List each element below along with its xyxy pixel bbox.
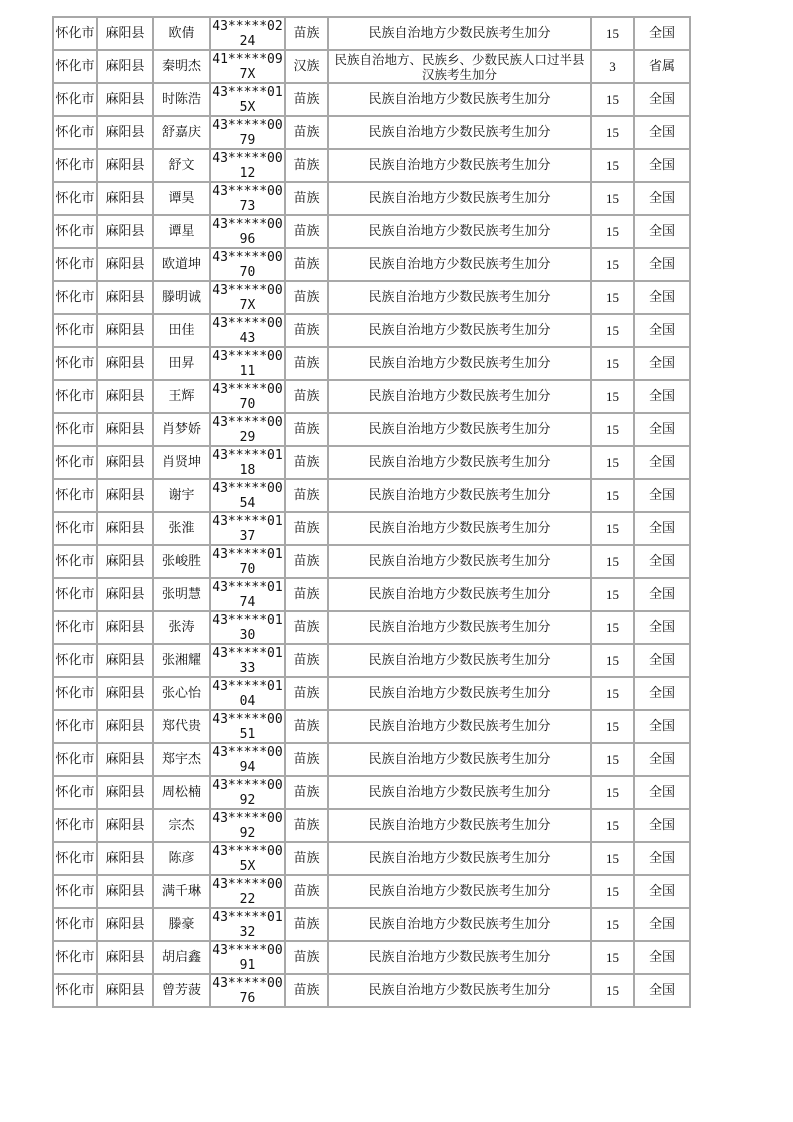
scope-cell: 全国 — [634, 809, 690, 842]
name-cell: 张涛 — [153, 611, 210, 644]
city-cell: 怀化市 — [53, 974, 97, 1007]
county-cell: 麻阳县 — [97, 215, 153, 248]
table-row — [53, 875, 690, 908]
city-cell: 怀化市 — [53, 182, 97, 215]
bonus-score-cell: 15 — [591, 479, 634, 512]
table-row — [53, 413, 690, 446]
bonus-reason-cell: 民族自治地方少数民族考生加分 — [328, 842, 591, 875]
table-body — [53, 17, 690, 1007]
ethnicity-cell: 苗族 — [285, 545, 328, 578]
bonus-score-cell: 15 — [591, 743, 634, 776]
bonus-score-cell: 15 — [591, 875, 634, 908]
ethnicity-cell: 苗族 — [285, 644, 328, 677]
bonus-score-cell: 15 — [591, 512, 634, 545]
id-number-cell: 43*****0170 — [210, 545, 285, 578]
id-number-cell: 43*****0092 — [210, 776, 285, 809]
id-number-cell: 43*****0011 — [210, 347, 285, 380]
county-cell: 麻阳县 — [97, 314, 153, 347]
id-number-cell: 43*****0022 — [210, 875, 285, 908]
id-number-cell: 43*****0137 — [210, 512, 285, 545]
county-cell: 麻阳县 — [97, 248, 153, 281]
county-cell: 麻阳县 — [97, 710, 153, 743]
city-cell: 怀化市 — [53, 380, 97, 413]
city-cell: 怀化市 — [53, 83, 97, 116]
city-cell: 怀化市 — [53, 50, 97, 83]
city-cell: 怀化市 — [53, 479, 97, 512]
table-row — [53, 974, 690, 1007]
bonus-reason-cell: 民族自治地方少数民族考生加分 — [328, 974, 591, 1007]
bonus-reason-cell: 民族自治地方少数民族考生加分 — [328, 347, 591, 380]
scope-cell: 全国 — [634, 611, 690, 644]
bonus-reason-cell: 民族自治地方少数民族考生加分 — [328, 17, 591, 50]
county-cell: 麻阳县 — [97, 50, 153, 83]
city-cell: 怀化市 — [53, 545, 97, 578]
scope-cell: 全国 — [634, 149, 690, 182]
ethnicity-cell: 苗族 — [285, 149, 328, 182]
name-cell: 滕明诚 — [153, 281, 210, 314]
ethnicity-cell: 苗族 — [285, 875, 328, 908]
city-cell: 怀化市 — [53, 842, 97, 875]
county-cell: 麻阳县 — [97, 743, 153, 776]
id-number-cell: 43*****0043 — [210, 314, 285, 347]
name-cell: 张湘耀 — [153, 644, 210, 677]
name-cell: 郑代贵 — [153, 710, 210, 743]
scope-cell: 全国 — [634, 776, 690, 809]
city-cell: 怀化市 — [53, 710, 97, 743]
county-cell: 麻阳县 — [97, 116, 153, 149]
ethnicity-cell: 苗族 — [285, 941, 328, 974]
scope-cell: 全国 — [634, 215, 690, 248]
name-cell: 肖贤坤 — [153, 446, 210, 479]
scope-cell: 全国 — [634, 281, 690, 314]
bonus-score-cell: 15 — [591, 215, 634, 248]
name-cell: 谭星 — [153, 215, 210, 248]
bonus-reason-cell: 民族自治地方少数民族考生加分 — [328, 545, 591, 578]
bonus-score-cell: 15 — [591, 677, 634, 710]
scope-cell: 全国 — [634, 479, 690, 512]
county-cell: 麻阳县 — [97, 545, 153, 578]
ethnicity-cell: 苗族 — [285, 215, 328, 248]
bonus-reason-cell: 民族自治地方少数民族考生加分 — [328, 479, 591, 512]
name-cell: 张淮 — [153, 512, 210, 545]
scope-cell: 省属 — [634, 50, 690, 83]
bonus-reason-cell: 民族自治地方少数民族考生加分 — [328, 776, 591, 809]
county-cell: 麻阳县 — [97, 182, 153, 215]
scope-cell: 全国 — [634, 545, 690, 578]
bonus-score-cell: 15 — [591, 182, 634, 215]
city-cell: 怀化市 — [53, 809, 97, 842]
ethnicity-cell: 苗族 — [285, 281, 328, 314]
table-row — [53, 446, 690, 479]
ethnicity-cell: 汉族 — [285, 50, 328, 83]
id-number-cell: 43*****0104 — [210, 677, 285, 710]
scope-cell: 全国 — [634, 182, 690, 215]
bonus-score-cell: 15 — [591, 116, 634, 149]
city-cell: 怀化市 — [53, 446, 97, 479]
county-cell: 麻阳县 — [97, 776, 153, 809]
county-cell: 麻阳县 — [97, 83, 153, 116]
name-cell: 王辉 — [153, 380, 210, 413]
name-cell: 欧道坤 — [153, 248, 210, 281]
table-row — [53, 611, 690, 644]
table-row — [53, 17, 690, 50]
id-number-cell: 43*****005X — [210, 842, 285, 875]
table-row — [53, 347, 690, 380]
bonus-reason-cell: 民族自治地方少数民族考生加分 — [328, 677, 591, 710]
city-cell: 怀化市 — [53, 314, 97, 347]
scope-cell: 全国 — [634, 116, 690, 149]
id-number-cell: 43*****015X — [210, 83, 285, 116]
ethnicity-cell: 苗族 — [285, 677, 328, 710]
bonus-reason-cell: 民族自治地方少数民族考生加分 — [328, 611, 591, 644]
bonus-reason-cell: 民族自治地方少数民族考生加分 — [328, 248, 591, 281]
county-cell: 麻阳县 — [97, 380, 153, 413]
ethnicity-cell: 苗族 — [285, 380, 328, 413]
table-row — [53, 578, 690, 611]
table-row — [53, 248, 690, 281]
ethnicity-cell: 苗族 — [285, 413, 328, 446]
id-number-cell: 43*****0076 — [210, 974, 285, 1007]
bonus-score-cell: 15 — [591, 347, 634, 380]
ethnicity-cell: 苗族 — [285, 17, 328, 50]
ethnicity-cell: 苗族 — [285, 314, 328, 347]
bonus-score-cell: 15 — [591, 941, 634, 974]
ethnicity-cell: 苗族 — [285, 842, 328, 875]
table-row — [53, 809, 690, 842]
ethnicity-cell: 苗族 — [285, 83, 328, 116]
city-cell: 怀化市 — [53, 776, 97, 809]
county-cell: 麻阳县 — [97, 17, 153, 50]
table-row — [53, 512, 690, 545]
city-cell: 怀化市 — [53, 743, 97, 776]
scope-cell: 全国 — [634, 413, 690, 446]
name-cell: 田昇 — [153, 347, 210, 380]
name-cell: 曾芳菠 — [153, 974, 210, 1007]
table-row — [53, 149, 690, 182]
bonus-score-cell: 15 — [591, 545, 634, 578]
id-number-cell: 43*****007X — [210, 281, 285, 314]
name-cell: 张心怡 — [153, 677, 210, 710]
name-cell: 周松楠 — [153, 776, 210, 809]
scope-cell: 全国 — [634, 644, 690, 677]
bonus-score-cell: 15 — [591, 974, 634, 1007]
city-cell: 怀化市 — [53, 875, 97, 908]
id-number-cell: 43*****0012 — [210, 149, 285, 182]
name-cell: 舒文 — [153, 149, 210, 182]
name-cell: 欧倩 — [153, 17, 210, 50]
table-row — [53, 776, 690, 809]
id-number-cell: 43*****0079 — [210, 116, 285, 149]
ethnicity-cell: 苗族 — [285, 611, 328, 644]
ethnicity-cell: 苗族 — [285, 512, 328, 545]
scope-cell: 全国 — [634, 743, 690, 776]
city-cell: 怀化市 — [53, 248, 97, 281]
bonus-score-cell: 15 — [591, 149, 634, 182]
scope-cell: 全国 — [634, 578, 690, 611]
county-cell: 麻阳县 — [97, 446, 153, 479]
bonus-reason-cell: 民族自治地方少数民族考生加分 — [328, 314, 591, 347]
scope-cell: 全国 — [634, 974, 690, 1007]
name-cell: 谭昊 — [153, 182, 210, 215]
bonus-reason-cell: 民族自治地方少数民族考生加分 — [328, 644, 591, 677]
name-cell: 舒嘉庆 — [153, 116, 210, 149]
county-cell: 麻阳县 — [97, 677, 153, 710]
ethnicity-cell: 苗族 — [285, 347, 328, 380]
bonus-points-table — [52, 16, 691, 1008]
bonus-reason-cell: 民族自治地方少数民族考生加分 — [328, 578, 591, 611]
city-cell: 怀化市 — [53, 578, 97, 611]
bonus-score-cell: 15 — [591, 314, 634, 347]
name-cell: 谢宇 — [153, 479, 210, 512]
bonus-score-cell: 15 — [591, 842, 634, 875]
city-cell: 怀化市 — [53, 908, 97, 941]
city-cell: 怀化市 — [53, 347, 97, 380]
scope-cell: 全国 — [634, 83, 690, 116]
bonus-reason-cell: 民族自治地方少数民族考生加分 — [328, 875, 591, 908]
id-number-cell: 43*****0070 — [210, 380, 285, 413]
bonus-reason-cell: 民族自治地方少数民族考生加分 — [328, 809, 591, 842]
ethnicity-cell: 苗族 — [285, 479, 328, 512]
county-cell: 麻阳县 — [97, 347, 153, 380]
id-number-cell: 43*****0224 — [210, 17, 285, 50]
county-cell: 麻阳县 — [97, 809, 153, 842]
bonus-score-cell: 15 — [591, 413, 634, 446]
bonus-score-cell: 3 — [591, 50, 634, 83]
bonus-score-cell: 15 — [591, 578, 634, 611]
county-cell: 麻阳县 — [97, 644, 153, 677]
id-number-cell: 41*****097X — [210, 50, 285, 83]
scope-cell: 全国 — [634, 908, 690, 941]
city-cell: 怀化市 — [53, 215, 97, 248]
id-number-cell: 43*****0118 — [210, 446, 285, 479]
scope-cell: 全国 — [634, 710, 690, 743]
city-cell: 怀化市 — [53, 677, 97, 710]
city-cell: 怀化市 — [53, 116, 97, 149]
city-cell: 怀化市 — [53, 281, 97, 314]
scope-cell: 全国 — [634, 512, 690, 545]
city-cell: 怀化市 — [53, 941, 97, 974]
id-number-cell: 43*****0130 — [210, 611, 285, 644]
scope-cell: 全国 — [634, 347, 690, 380]
county-cell: 麻阳县 — [97, 149, 153, 182]
bonus-score-cell: 15 — [591, 17, 634, 50]
bonus-reason-cell: 民族自治地方少数民族考生加分 — [328, 83, 591, 116]
table-row — [53, 479, 690, 512]
id-number-cell: 43*****0029 — [210, 413, 285, 446]
city-cell: 怀化市 — [53, 413, 97, 446]
county-cell: 麻阳县 — [97, 875, 153, 908]
id-number-cell: 43*****0094 — [210, 743, 285, 776]
id-number-cell: 43*****0054 — [210, 479, 285, 512]
county-cell: 麻阳县 — [97, 281, 153, 314]
county-cell: 麻阳县 — [97, 908, 153, 941]
table-row — [53, 677, 690, 710]
scope-cell: 全国 — [634, 677, 690, 710]
bonus-reason-cell: 民族自治地方少数民族考生加分 — [328, 182, 591, 215]
ethnicity-cell: 苗族 — [285, 974, 328, 1007]
bonus-score-cell: 15 — [591, 248, 634, 281]
bonus-reason-cell: 民族自治地方少数民族考生加分 — [328, 116, 591, 149]
ethnicity-cell: 苗族 — [285, 908, 328, 941]
scope-cell: 全国 — [634, 248, 690, 281]
county-cell: 麻阳县 — [97, 578, 153, 611]
name-cell: 田佳 — [153, 314, 210, 347]
bonus-score-cell: 15 — [591, 83, 634, 116]
table-row — [53, 215, 690, 248]
bonus-reason-cell: 民族自治地方少数民族考生加分 — [328, 743, 591, 776]
scope-cell: 全国 — [634, 875, 690, 908]
bonus-reason-cell: 民族自治地方少数民族考生加分 — [328, 512, 591, 545]
table-row — [53, 842, 690, 875]
table-row — [53, 182, 690, 215]
name-cell: 郑宇杰 — [153, 743, 210, 776]
bonus-score-cell: 15 — [591, 446, 634, 479]
county-cell: 麻阳县 — [97, 842, 153, 875]
scope-cell: 全国 — [634, 17, 690, 50]
bonus-reason-cell: 民族自治地方少数民族考生加分 — [328, 149, 591, 182]
county-cell: 麻阳县 — [97, 479, 153, 512]
table-row — [53, 941, 690, 974]
county-cell: 麻阳县 — [97, 413, 153, 446]
name-cell: 张明慧 — [153, 578, 210, 611]
ethnicity-cell: 苗族 — [285, 248, 328, 281]
bonus-score-cell: 15 — [591, 611, 634, 644]
bonus-reason-cell: 民族自治地方少数民族考生加分 — [328, 908, 591, 941]
table-row — [53, 710, 690, 743]
ethnicity-cell: 苗族 — [285, 710, 328, 743]
bonus-reason-cell: 民族自治地方少数民族考生加分 — [328, 710, 591, 743]
table-row — [53, 281, 690, 314]
city-cell: 怀化市 — [53, 644, 97, 677]
scope-cell: 全国 — [634, 380, 690, 413]
name-cell: 宗杰 — [153, 809, 210, 842]
bonus-reason-cell: 民族自治地方少数民族考生加分 — [328, 215, 591, 248]
bonus-score-cell: 15 — [591, 710, 634, 743]
name-cell: 陈彦 — [153, 842, 210, 875]
city-cell: 怀化市 — [53, 17, 97, 50]
name-cell: 秦明杰 — [153, 50, 210, 83]
bonus-reason-cell: 民族自治地方少数民族考生加分 — [328, 941, 591, 974]
bonus-reason-cell: 民族自治地方、民族乡、少数民族人口过半县汉族考生加分 — [328, 50, 591, 83]
bonus-reason-cell: 民族自治地方少数民族考生加分 — [328, 281, 591, 314]
bonus-reason-cell: 民族自治地方少数民族考生加分 — [328, 380, 591, 413]
id-number-cell: 43*****0096 — [210, 215, 285, 248]
bonus-reason-cell: 民族自治地方少数民族考生加分 — [328, 413, 591, 446]
ethnicity-cell: 苗族 — [285, 743, 328, 776]
table-row — [53, 545, 690, 578]
name-cell: 时陈浩 — [153, 83, 210, 116]
bonus-reason-cell: 民族自治地方少数民族考生加分 — [328, 446, 591, 479]
scope-cell: 全国 — [634, 842, 690, 875]
table-row — [53, 314, 690, 347]
name-cell: 张峻胜 — [153, 545, 210, 578]
county-cell: 麻阳县 — [97, 941, 153, 974]
id-number-cell: 43*****0174 — [210, 578, 285, 611]
scope-cell: 全国 — [634, 941, 690, 974]
id-number-cell: 43*****0070 — [210, 248, 285, 281]
id-number-cell: 43*****0073 — [210, 182, 285, 215]
id-number-cell: 43*****0091 — [210, 941, 285, 974]
county-cell: 麻阳县 — [97, 512, 153, 545]
bonus-score-cell: 15 — [591, 776, 634, 809]
ethnicity-cell: 苗族 — [285, 776, 328, 809]
ethnicity-cell: 苗族 — [285, 182, 328, 215]
name-cell: 满千琳 — [153, 875, 210, 908]
county-cell: 麻阳县 — [97, 611, 153, 644]
id-number-cell: 43*****0132 — [210, 908, 285, 941]
city-cell: 怀化市 — [53, 149, 97, 182]
scope-cell: 全国 — [634, 446, 690, 479]
name-cell: 胡启鑫 — [153, 941, 210, 974]
table-row — [53, 50, 690, 83]
city-cell: 怀化市 — [53, 611, 97, 644]
ethnicity-cell: 苗族 — [285, 446, 328, 479]
ethnicity-cell: 苗族 — [285, 809, 328, 842]
county-cell: 麻阳县 — [97, 974, 153, 1007]
name-cell: 肖梦娇 — [153, 413, 210, 446]
id-number-cell: 43*****0092 — [210, 809, 285, 842]
table-row — [53, 644, 690, 677]
ethnicity-cell: 苗族 — [285, 578, 328, 611]
bonus-score-cell: 15 — [591, 908, 634, 941]
id-number-cell: 43*****0051 — [210, 710, 285, 743]
table-row — [53, 83, 690, 116]
bonus-score-cell: 15 — [591, 809, 634, 842]
bonus-score-cell: 15 — [591, 644, 634, 677]
table-row — [53, 116, 690, 149]
bonus-score-cell: 15 — [591, 380, 634, 413]
name-cell: 滕豪 — [153, 908, 210, 941]
city-cell: 怀化市 — [53, 512, 97, 545]
scope-cell: 全国 — [634, 314, 690, 347]
table-row — [53, 743, 690, 776]
ethnicity-cell: 苗族 — [285, 116, 328, 149]
id-number-cell: 43*****0133 — [210, 644, 285, 677]
bonus-score-cell: 15 — [591, 281, 634, 314]
table-row — [53, 380, 690, 413]
table-row — [53, 908, 690, 941]
